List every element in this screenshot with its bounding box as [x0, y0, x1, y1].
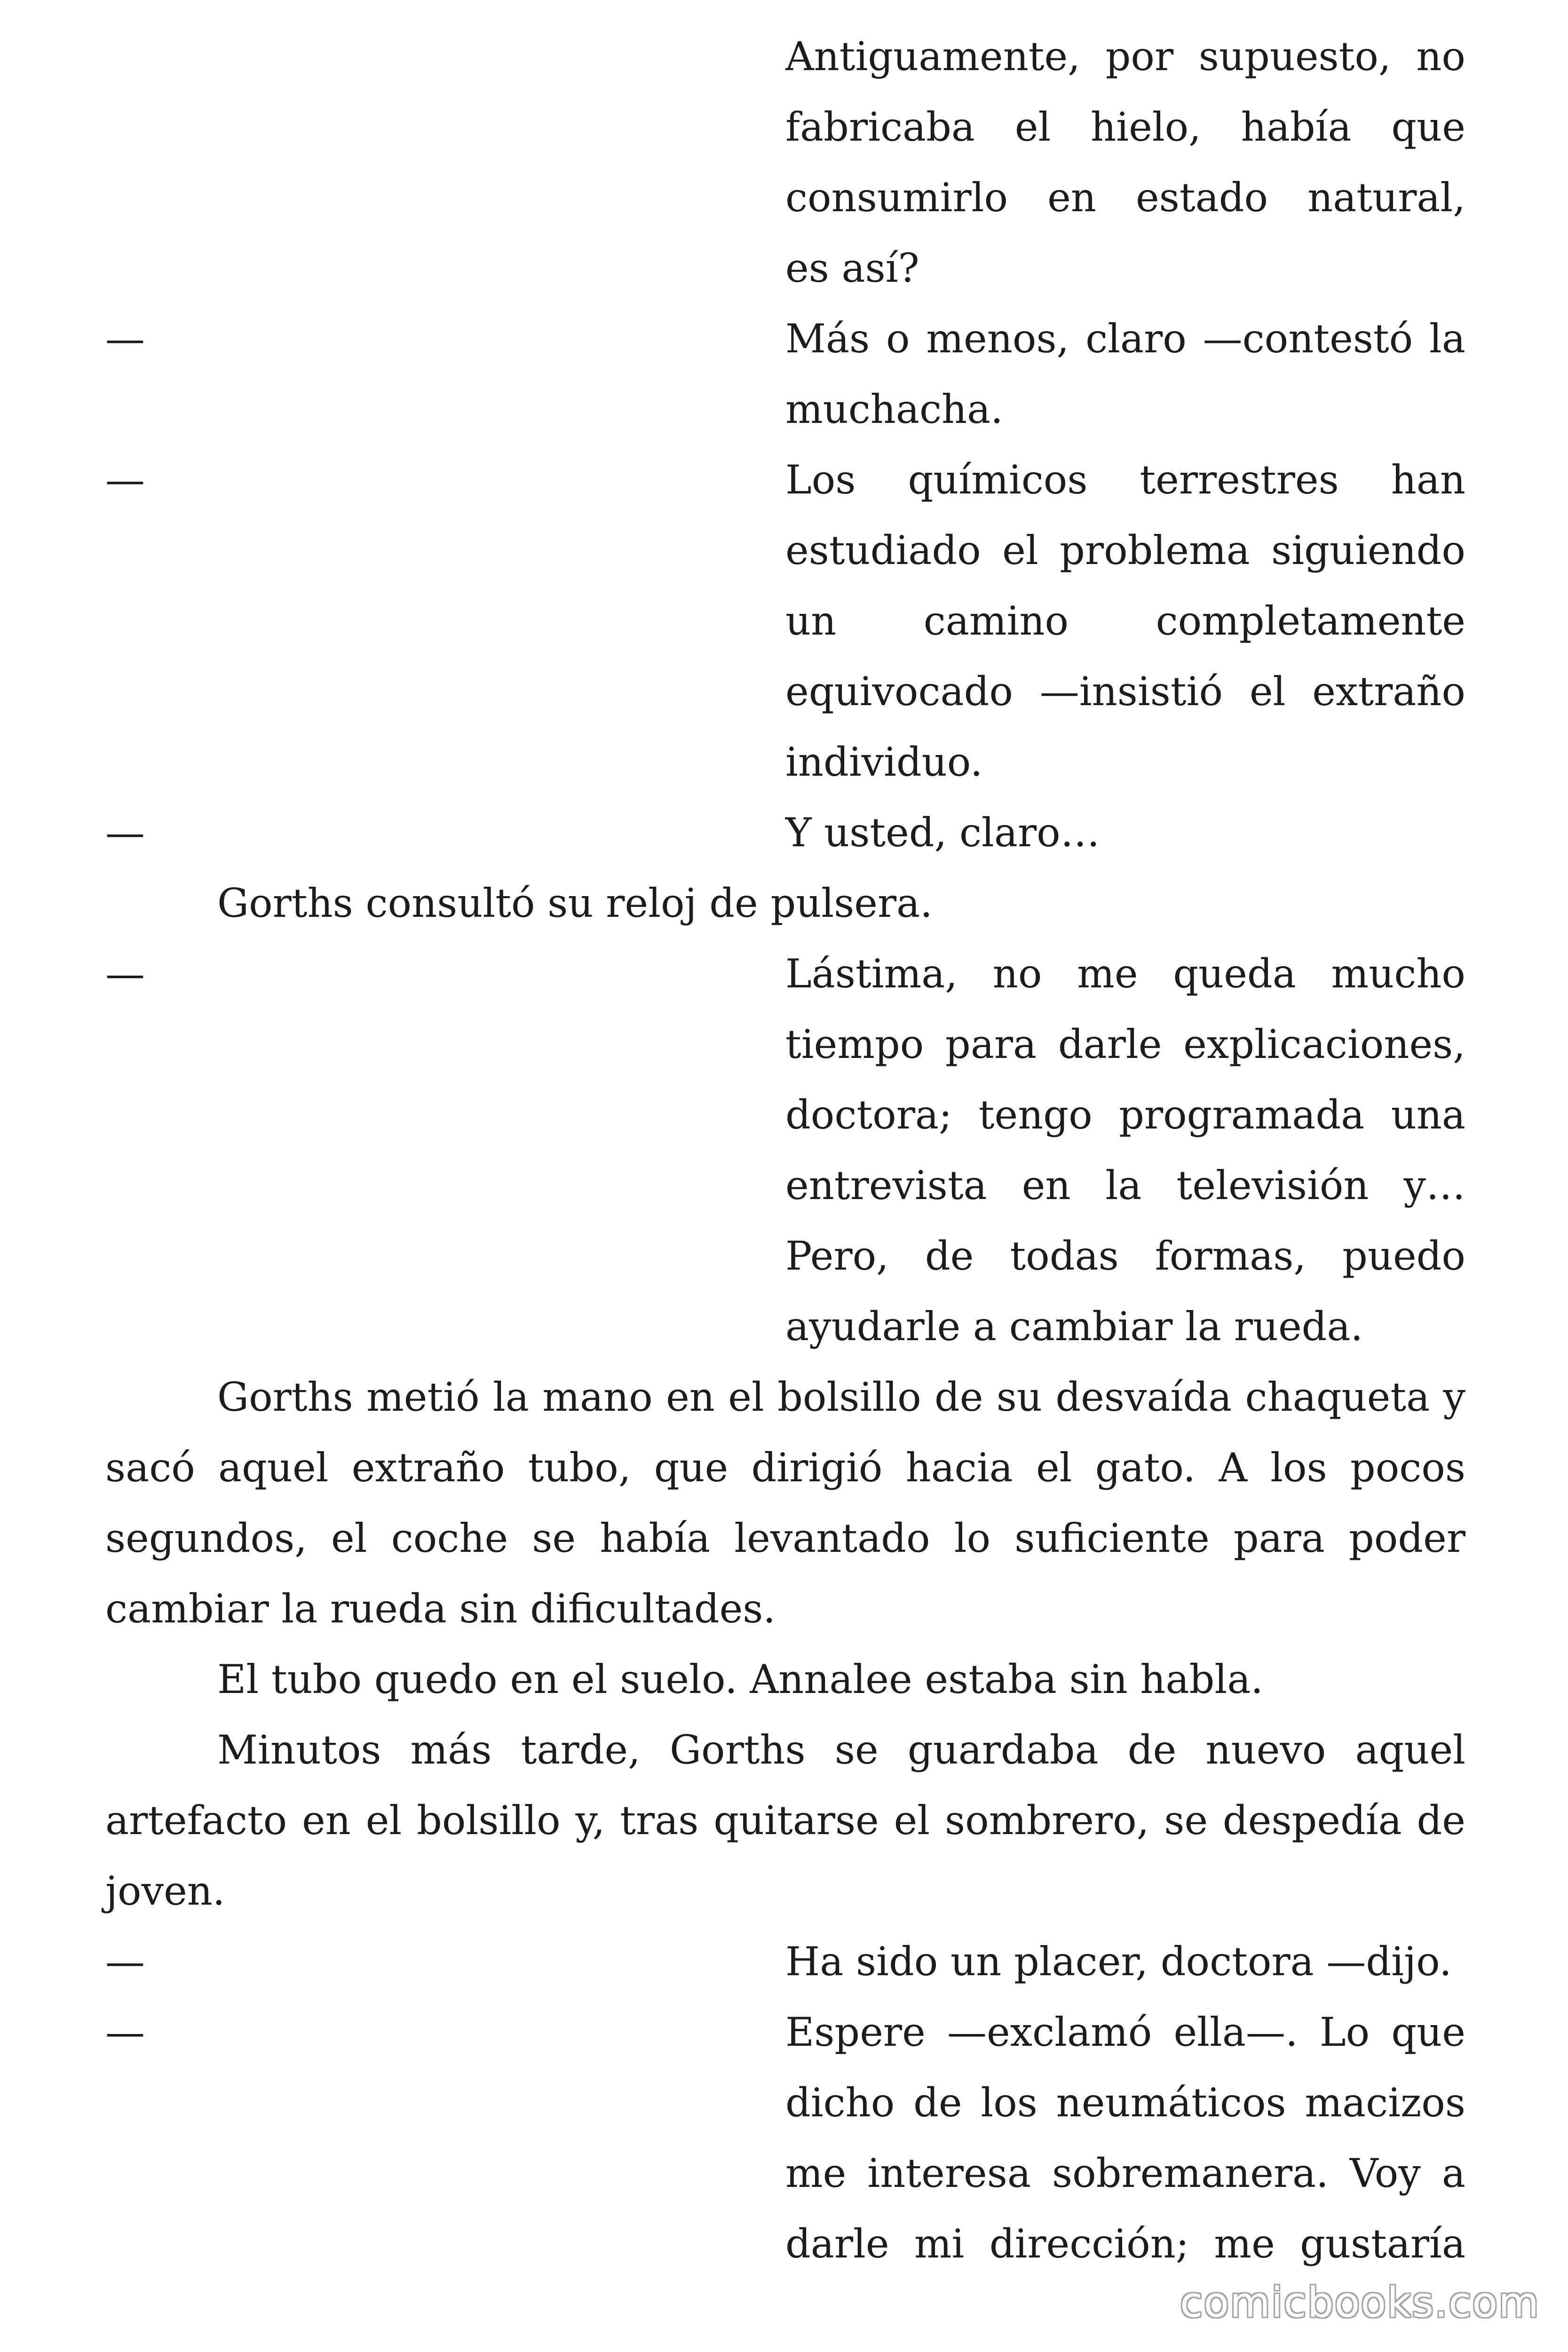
dialogue-dash: — [105, 457, 145, 503]
text-line: Espere —exclamó ella—. Lo que [785, 2009, 1465, 2055]
text-line: Minutos más tarde, Gorths se guardaba de nuevo aquel [217, 1727, 1465, 1773]
text-line: Gorths consultó su reloj de pulsera. [217, 880, 933, 926]
text-line: Pero, de todas formas, puedo [785, 1233, 1465, 1279]
text-line: dicho de los neumáticos macizos [785, 2080, 1465, 2126]
text-line: equivocado —insistió el extraño [785, 668, 1465, 715]
text-line: tiempo para darle explicaciones, [785, 1021, 1465, 1067]
text-line: fabricaba el hielo, había que [785, 104, 1465, 150]
dialogue-dash: — [105, 2009, 145, 2055]
watermark: comicbooks.com [1180, 2278, 1540, 2327]
text-line: ayudarle a cambiar la rueda. [785, 1303, 1363, 1350]
text-line: Y usted, claro… [785, 810, 1100, 856]
text-line: El tubo quedo en el suelo. Annalee estaba sin habla. [217, 1656, 1263, 1702]
text-line: me interesa sobremanera. Voy a [785, 2150, 1465, 2196]
text-line: un camino completamente [785, 598, 1465, 644]
text-line: es así? [785, 245, 919, 291]
dialogue-dash: — [105, 1939, 145, 1985]
text-line: artefacto en el bolsillo y, tras quitarse el sombrero, se despedía de [105, 1797, 1465, 1843]
text-line: Ha sido un placer, doctora —dijo. [785, 1939, 1452, 1985]
dialogue-dash: — [105, 951, 145, 997]
text-line: doctora; tengo programada una [785, 1092, 1465, 1138]
text-line: segundos, el coche se había levantado lo suficiente para poder [105, 1515, 1465, 1561]
text-line: Lástima, no me queda mucho [785, 951, 1465, 997]
text-line: individuo. [785, 739, 983, 785]
text-line: Antiguamente, por supuesto, no [785, 33, 1465, 79]
text-line: consumirlo en estado natural, [785, 175, 1465, 221]
text-line: sacó aquel extraño tubo, que dirigió hacia el gato. A los pocos [105, 1445, 1465, 1491]
text-line: cambiar la rueda sin dificultades. [105, 1586, 776, 1632]
text-line: Más o menos, claro —contestó la [785, 316, 1465, 362]
text-line: darle mi dirección; me gustaría [785, 2221, 1465, 2267]
text-line: joven. [105, 1868, 225, 1914]
dialogue-dash: — [105, 810, 145, 856]
text-line: muchacha. [785, 386, 1003, 432]
text-line: Los químicos terrestres han [785, 457, 1465, 503]
text-line: Gorths metió la mano en el bolsillo de su desvaída chaqueta y [217, 1374, 1465, 1420]
text-line: entrevista en la televisión y… [785, 1162, 1465, 1208]
text-line: estudiado el problema siguiendo [785, 527, 1465, 573]
dialogue-dash: — [105, 316, 145, 362]
